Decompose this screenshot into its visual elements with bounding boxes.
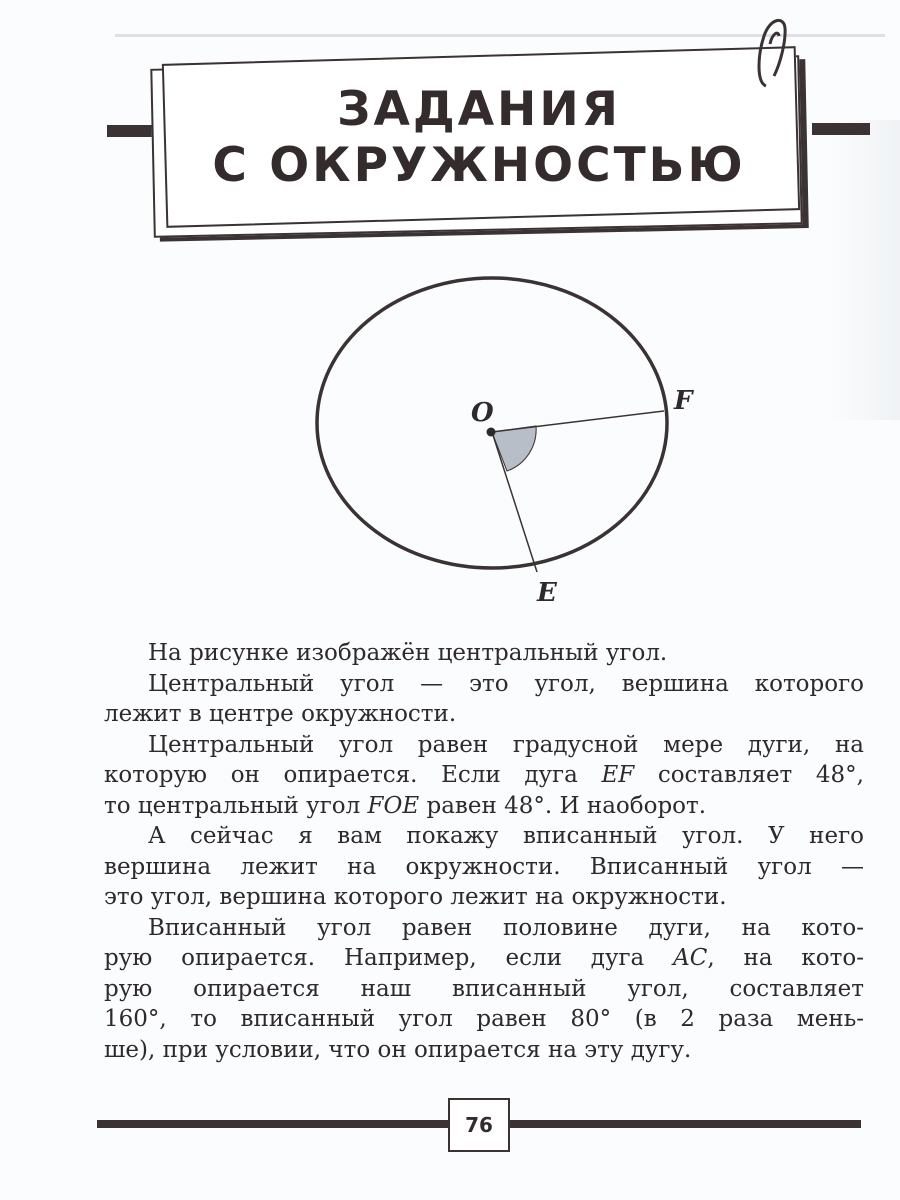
text-line: которую он опирается. Если дуга EF составляет 48°, — [104, 762, 864, 788]
label-e: E — [537, 578, 557, 608]
paragraph-5 — [104, 913, 864, 1066]
page-title — [164, 82, 794, 194]
text-line: то центральный угол FOE равен 48°. И наоборот. — [104, 792, 707, 819]
footer-bar-right — [508, 1120, 861, 1128]
text-line: рую опирается наш вписанный угол, составляет — [104, 975, 864, 1002]
math-variable: FOE — [367, 792, 420, 819]
body-text — [104, 638, 864, 1065]
math-variable: AC — [673, 945, 708, 971]
page-edge-shadow — [830, 120, 900, 420]
math-variable: EF — [601, 762, 635, 788]
title-line-1: ЗАДАНИЯ — [337, 82, 621, 137]
paperclip-icon — [752, 14, 792, 94]
central-angle-figure — [300, 270, 720, 620]
text-line: Центральный угол — это угол, вершина которого — [148, 670, 864, 697]
center-point — [487, 428, 496, 437]
text-line: лежит в центре окружности. — [104, 701, 457, 727]
label-f: F — [674, 386, 693, 416]
text-line: На рисунке изображён центральный угол. — [148, 640, 668, 666]
text-line: 160°, то вписанный угол равен 80° (в 2 раза мень- — [104, 1006, 864, 1032]
paragraph-3 — [104, 730, 864, 822]
text-line: А сейчас я вам покажу вписанный угол. У него — [148, 823, 864, 849]
footer-bar-left — [97, 1120, 449, 1128]
text-line: Центральный угол равен градусной мере дуги, на — [148, 731, 864, 758]
circle-diagram — [300, 270, 720, 620]
text-line: вершина лежит на окружности. Вписанный угол — — [104, 853, 864, 880]
text-line: это угол, вершина которого лежит на окружности. — [104, 884, 727, 910]
page-number: 76 — [448, 1098, 510, 1152]
paragraph-2 — [104, 669, 864, 730]
label-o: O — [471, 398, 494, 428]
text-line: Вписанный угол равен половине дуги, на кото- — [148, 914, 864, 941]
text-line: рую опирается. Например, если дуга AC, на кото- — [104, 945, 864, 971]
title-line-2: С ОКРУЖНОСТЬЮ — [212, 138, 746, 193]
paragraph-1 — [104, 638, 864, 669]
radius-of — [492, 411, 664, 432]
angle-shading — [492, 426, 536, 471]
banner-bar-right — [812, 123, 870, 135]
paragraph-4 — [104, 821, 864, 913]
text-line: ше), при условии, что он опирается на эту дугу. — [104, 1036, 692, 1063]
